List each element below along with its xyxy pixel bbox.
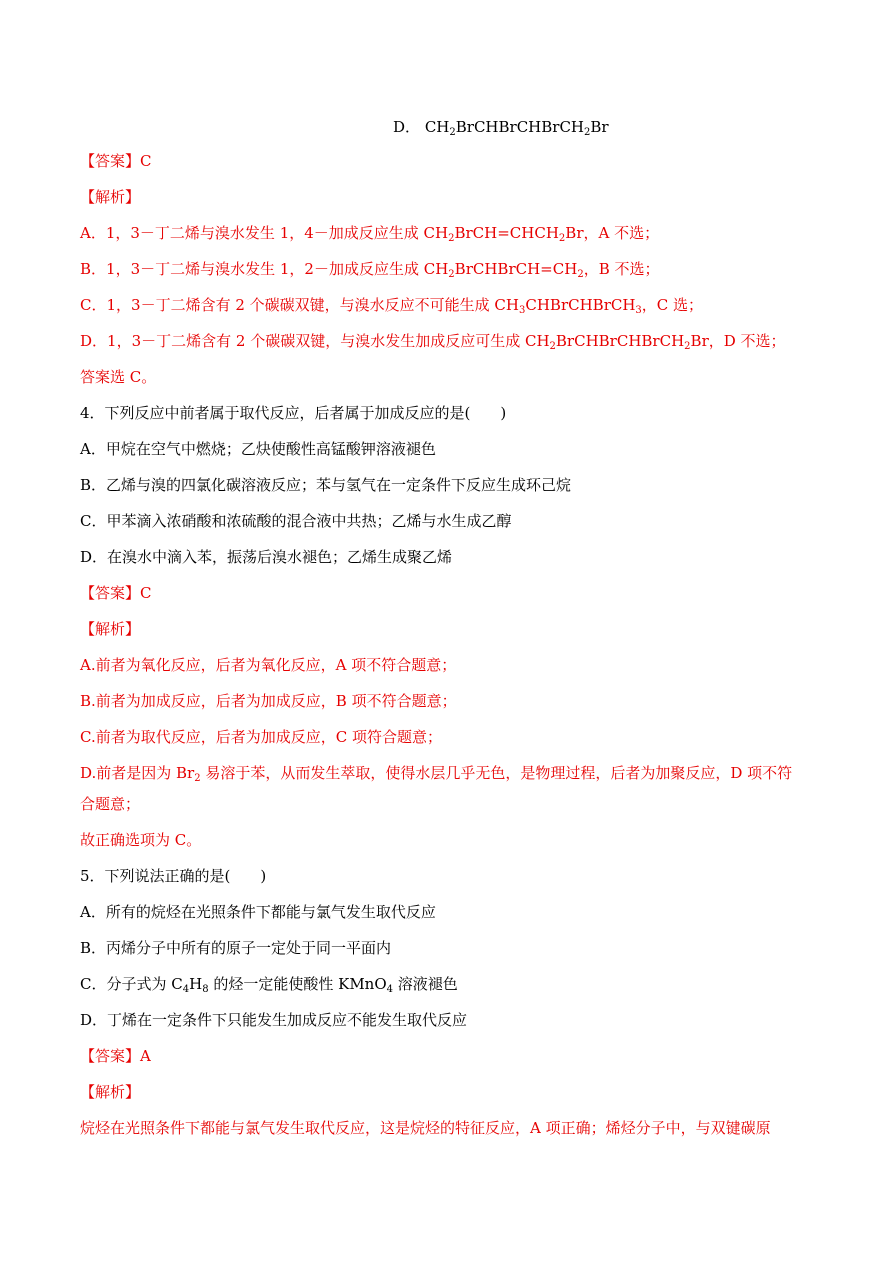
q5-analysis-text: 烷烃在光照条件下都能与氯气发生取代反应，这是烷烃的特征反应，A 项正确；烯烃分子中，与双键碳原 bbox=[80, 1119, 771, 1137]
q4-option-d: D．在溴水中滴入苯，振荡后溴水褪色；乙烯生成聚乙烯 bbox=[80, 548, 453, 566]
q5-stem: 5．下列说法正确的是( ) bbox=[80, 867, 267, 885]
answer-label: 【答案】 bbox=[80, 584, 141, 602]
q4-analysis-c: C.前者为取代反应，后者为加成反应，C 项符合题意； bbox=[80, 728, 442, 746]
q3-analysis-label: 【解析】 bbox=[80, 188, 141, 206]
q4-analysis-d-continued: 合题意； bbox=[80, 795, 141, 813]
answer-label: 【答案】 bbox=[80, 152, 141, 170]
q4-option-b: B．乙烯与溴的四氯化碳溶液反应；苯与氢气在一定条件下反应生成环己烷 bbox=[80, 476, 572, 494]
q4-analysis-b: B.前者为加成反应，后者为加成反应，B 项不符合题意； bbox=[80, 692, 457, 710]
q4-option-a: A．甲烷在空气中燃烧；乙炔使酸性高锰酸钾溶液褪色 bbox=[80, 440, 436, 458]
option-d-label: D． bbox=[393, 118, 421, 136]
q4-answer bbox=[80, 582, 152, 604]
q3-answer bbox=[80, 150, 152, 172]
option-d-formula: $CH_2BrCHBrCHBrCH_2Br$ bbox=[424, 118, 609, 138]
q5-option-b: B．丙烯分子中所有的原子一定处于同一平面内 bbox=[80, 939, 392, 957]
q5-analysis-label: 【解析】 bbox=[80, 1083, 141, 1101]
q3-analysis-b: B．1，3－丁二烯与溴水发生 1，2－加成反应生成 $CH_2BrCHBrCH=CH_2$，B 不选； bbox=[80, 260, 660, 280]
q5-option-c: C．分子式为 $C_4H_8$ 的烃一定能使酸性 KMnO$_4$ 溶液褪色 bbox=[80, 975, 458, 995]
q4-option-c: C．甲苯滴入浓硝酸和浓硫酸的混合液中共热；乙烯与水生成乙醇 bbox=[80, 512, 512, 530]
q4-stem: 4．下列反应中前者属于取代反应，后者属于加成反应的是( ) bbox=[80, 404, 507, 422]
q4-analysis-d: D.前者是因为 $Br_2$ 易溶于苯，从而发生萃取，使得水层几乎无色，是物理过程，后者为加聚反应，D 项不符 bbox=[80, 764, 793, 784]
q5-option-a: A．所有的烷烃在光照条件下都能与氯气发生取代反应 bbox=[80, 903, 436, 921]
q3-conclusion: 答案选 C。 bbox=[80, 368, 157, 386]
previous-question-option-d bbox=[393, 116, 609, 138]
q3-analysis-d: D．1，3－丁二烯含有 2 个碳碳双键，与溴水发生加成反应可生成 $CH_2BrCHBrCHBrCH_2Br$，D 不选； bbox=[80, 332, 786, 352]
answer-value: C bbox=[140, 584, 152, 602]
q4-analysis-a: A.前者为氧化反应，后者为氧化反应，A 项不符合题意； bbox=[80, 656, 457, 674]
q4-conclusion: 故正确选项为 C。 bbox=[80, 831, 202, 849]
q3-analysis-c: C．1，3－丁二烯含有 2 个碳碳双键，与溴水反应不可能生成 $CH_3CHBrCHBrCH_3$，C 选； bbox=[80, 296, 704, 316]
q5-answer bbox=[80, 1045, 151, 1067]
answer-value: A bbox=[140, 1047, 151, 1065]
q3-analysis-a: A．1，3－丁二烯与溴水发生 1，4－加成反应生成 $CH_2BrCH=CHCH_2Br$，A 不选； bbox=[80, 224, 660, 244]
answer-value: C bbox=[140, 152, 152, 170]
q4-analysis-label: 【解析】 bbox=[80, 620, 141, 638]
q5-option-d: D．丁烯在一定条件下只能发生加成反应不能发生取代反应 bbox=[80, 1011, 468, 1029]
answer-label: 【答案】 bbox=[80, 1047, 141, 1065]
